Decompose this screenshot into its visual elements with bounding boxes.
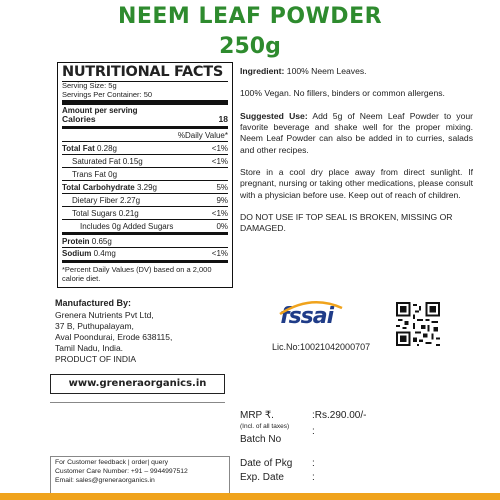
nutrient-row: Total Fat 0.28g <1% bbox=[62, 141, 228, 154]
nutrient-row: Sodium 0.4mg <1% bbox=[62, 247, 228, 260]
dv-footnote: *Percent Daily Values (DV) based on a 2,000 calorie diet. bbox=[62, 265, 212, 284]
mrp-tax-note: (Incl. of all taxes) bbox=[240, 423, 290, 430]
mrp-value: :Rs.290.00/- bbox=[312, 410, 367, 421]
bottom-accent-bar bbox=[0, 493, 500, 500]
batch-label: Batch No bbox=[240, 434, 282, 445]
customer-phone: Customer Care Number: +91 – 9944997512 bbox=[55, 467, 188, 475]
nutrient-row: Includes 0g Added Sugars 0% bbox=[62, 219, 228, 232]
nutrient-row: Protein 0.65g bbox=[62, 236, 112, 246]
vegan-paragraph: 100% Vegan. No fillers, binders or common allergens. bbox=[240, 88, 445, 99]
batch-value: : bbox=[312, 426, 315, 437]
manufacturer-line: Aval Poondurai, Erode 638115, bbox=[55, 331, 173, 342]
mrp-label: MRP ₹. bbox=[240, 410, 274, 421]
product-name: NEEM LEAF POWDER bbox=[117, 4, 383, 29]
fssai-arc-icon bbox=[276, 298, 346, 318]
manufacturer-line: Tamil Nadu, India. bbox=[55, 342, 124, 353]
fssai-logo-text: fssai bbox=[280, 304, 334, 329]
pkg-date-value: : bbox=[312, 458, 315, 469]
nutrient-row: Dietary Fiber 2.27g 9% bbox=[62, 193, 228, 206]
product-info bbox=[240, 66, 473, 246]
nutrient-row: Trans Fat 0g bbox=[62, 167, 228, 180]
servings-per-container: Servings Per Container: 50 bbox=[62, 89, 153, 99]
seal-warning: DO NOT USE IF TOP SEAL IS BROKEN, MISSING OR DAMAGED. bbox=[240, 212, 453, 234]
manufacturer-line: 37 B, Puthupalayam, bbox=[55, 320, 134, 331]
customer-line: For Customer feedback | order| query bbox=[55, 459, 169, 466]
nutrient-row: Saturated Fat 0.15g <1% bbox=[62, 154, 228, 167]
suggested-use-paragraph: Suggested Use: Add 5g of Neem Leaf Powder to your favorite beverage and shake well for the proper mixing. Neem Leaf Powder can also be added in to curries, salads and other recipes. bbox=[240, 110, 473, 155]
exp-date-value: : bbox=[312, 472, 315, 483]
exp-date-label: Exp. Date bbox=[240, 472, 284, 483]
serving-size: Serving Size: 5g bbox=[62, 80, 117, 90]
fssai-logo bbox=[280, 304, 333, 329]
calories-label: Calories bbox=[62, 114, 96, 125]
manufacturer-block bbox=[55, 298, 172, 365]
calories-value: 18 bbox=[218, 114, 228, 125]
product-weight: 250g bbox=[219, 34, 281, 59]
qr-code-icon bbox=[396, 302, 440, 346]
pkg-date-label: Date of Pkg bbox=[240, 458, 293, 469]
nutrition-heading: NUTRITIONAL FACTS bbox=[62, 64, 223, 80]
ingredient-paragraph: Ingredient: 100% Neem Leaves. bbox=[240, 66, 367, 76]
nutrient-row: Total Carbohydrate 3.29g 5% bbox=[62, 180, 228, 193]
manufacturer-line: Grenera Nutrients Pvt Ltd, bbox=[55, 309, 154, 320]
calories-row bbox=[62, 115, 228, 125]
amount-per-serving: Amount per serving bbox=[62, 106, 138, 116]
nutrient-row: Total Sugars 0.21g <1% bbox=[62, 206, 228, 219]
storage-paragraph: Store in a cool dry place away from direct sunlight. If pregnant, nursing or taking other medications, please consult with a physician before use. Keep out of reach of children. bbox=[240, 167, 473, 200]
customer-care-box bbox=[50, 456, 230, 494]
manufacturer-line: PRODUCT OF INDIA bbox=[55, 353, 137, 364]
license-number: Lic.No:10021042000707 bbox=[272, 342, 371, 352]
nutrition-facts-panel bbox=[57, 62, 233, 288]
customer-email[interactable]: Email: sales@greneraorganics.in bbox=[55, 476, 155, 484]
website-link[interactable]: www.greneraorganics.in bbox=[50, 374, 225, 394]
daily-value-header: %Daily Value* bbox=[177, 131, 228, 141]
manufacturer-heading: Manufactured By: bbox=[55, 298, 132, 308]
